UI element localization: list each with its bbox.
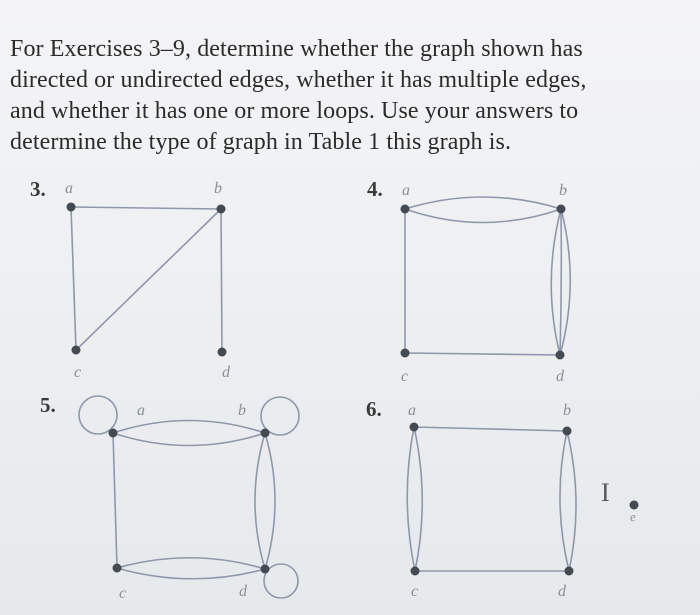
ex5-edge-ac	[113, 433, 117, 568]
ex6-vertex-c-label: c	[411, 583, 419, 600]
ex5-edge-ab-2	[113, 433, 265, 446]
ex4-vertex-b	[557, 205, 566, 214]
ex3-vertex-d	[218, 348, 227, 357]
ex6-vertex-d	[565, 567, 574, 576]
ex5-vertex-d	[261, 565, 270, 574]
exercise-5-label: 5.	[40, 393, 56, 417]
ex6-edge-ab	[414, 427, 567, 431]
ex3-edge-bc	[76, 209, 221, 350]
exercise-3-graph	[67, 203, 227, 357]
ex6-vertex-a-label: a	[408, 402, 416, 419]
ex5-loop-a	[79, 396, 117, 434]
ex4-vertex-c-label: c	[401, 368, 409, 385]
ex3-vertex-a-label: a	[65, 180, 73, 197]
ex3-edge-bd	[221, 209, 222, 352]
exercise-6-label: 6.	[366, 397, 382, 421]
ex3-edge-ac	[71, 207, 76, 350]
ex6-edge-bd-2	[567, 431, 576, 571]
exercise-5-graph	[79, 396, 299, 598]
ex3-vertex-a	[67, 203, 76, 212]
intro-line-4: determine the type of graph in Table 1 this graph is.	[10, 129, 512, 155]
intro-line-2: directed or undirected edges, whether it has multiple edges,	[10, 67, 587, 93]
ex5-vertex-a-label: a	[137, 402, 145, 419]
ex4-edge-bd-1	[551, 209, 561, 355]
ex4-vertex-d-label: d	[556, 368, 564, 385]
ex3-edge-ab	[71, 207, 221, 209]
ex6-vertex-b-label: b	[563, 402, 571, 419]
ex3-vertex-d-label: d	[222, 364, 230, 381]
text-cursor-icon: I	[601, 478, 610, 507]
ex3-vertex-b-label: b	[214, 180, 222, 197]
ex4-vertex-d	[556, 351, 565, 360]
ex4-edge-ab-1	[405, 197, 561, 209]
ex4-vertex-c	[401, 349, 410, 358]
ex6-edge-ac-2	[414, 427, 422, 571]
ex4-edge-bd-3	[560, 209, 561, 355]
ex4-vertex-b-label: b	[559, 182, 567, 199]
ex5-edge-cd-2	[117, 568, 265, 579]
ex5-vertex-b	[261, 429, 270, 438]
ex5-vertex-c	[113, 564, 122, 573]
ex6-vertex-e-label: e	[630, 509, 636, 524]
ex4-edge-ab-2	[405, 209, 561, 223]
intro-line-1: For Exercises 3–9, determine whether the graph shown has	[10, 36, 583, 62]
ex6-vertex-e	[630, 501, 639, 510]
ex3-vertex-b	[217, 205, 226, 214]
exercise-4-graph	[401, 197, 571, 360]
exercise-4-label: 4.	[367, 177, 383, 201]
ex5-vertex-d-label: d	[239, 583, 247, 600]
ex5-vertex-a	[109, 429, 118, 438]
ex3-vertex-c	[72, 346, 81, 355]
ex6-vertex-c	[411, 567, 420, 576]
exercise-6-graph	[407, 423, 638, 576]
ex5-vertex-c-label: c	[119, 585, 127, 602]
ex5-edge-bd-2	[265, 433, 275, 569]
ex5-vertex-b-label: b	[238, 402, 246, 419]
ex5-edge-ab-1	[113, 421, 265, 434]
ex3-vertex-c-label: c	[74, 364, 82, 381]
ex4-vertex-a-label: a	[402, 182, 410, 199]
ex6-vertex-d-label: d	[558, 583, 566, 600]
ex4-edge-cd	[405, 353, 560, 355]
ex4-vertex-a	[401, 205, 410, 214]
ex6-vertex-a	[410, 423, 419, 432]
ex6-vertex-b	[563, 427, 572, 436]
ex6-edge-bd-1	[560, 431, 569, 571]
ex5-edge-bd-1	[255, 433, 265, 569]
intro-line-3: and whether it has one or more loops. Use your answers to	[10, 98, 579, 124]
ex5-edge-cd-1	[117, 558, 265, 569]
ex6-edge-ac-1	[407, 427, 415, 571]
exercise-3-label: 3.	[30, 177, 46, 201]
